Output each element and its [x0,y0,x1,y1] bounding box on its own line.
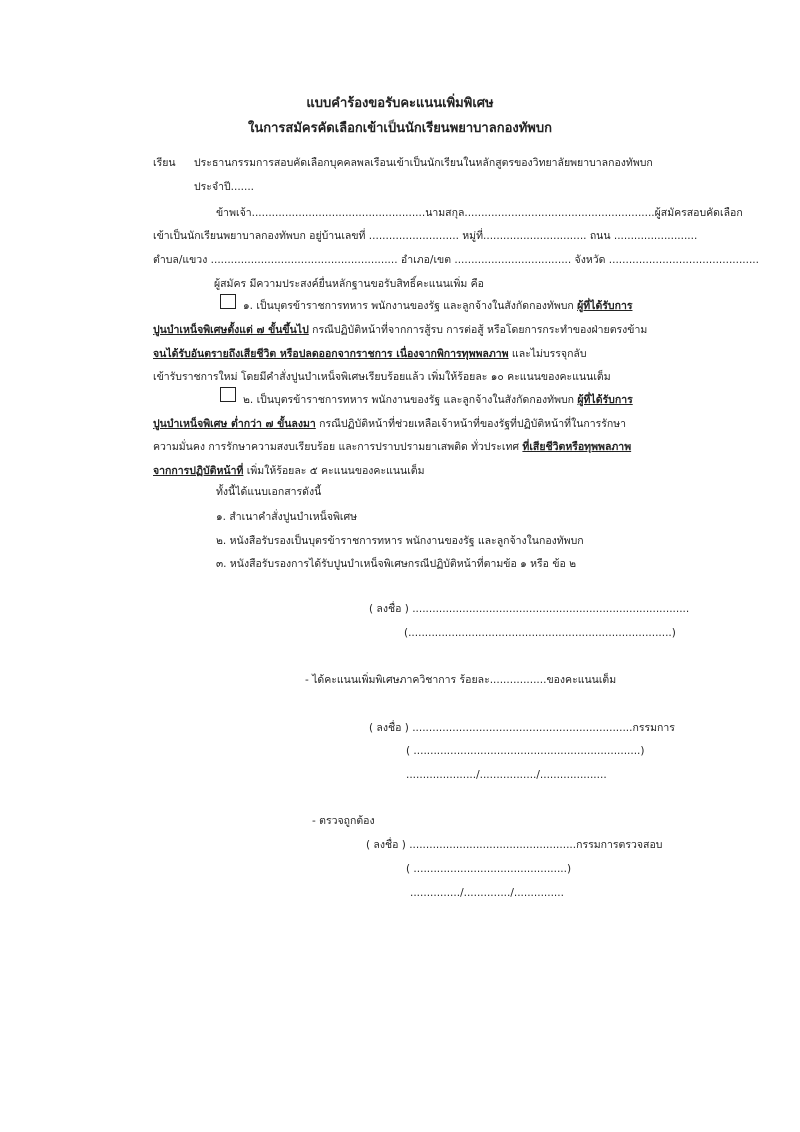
intent-text: ผู้สมัคร มีความประสงค์ยื่นหลักฐานขอรับสิทธิ์คะแนนเพิ่ม คือ [214,278,484,290]
option-1-checkbox[interactable] [220,294,236,309]
verifier-signature-line: ( ลงชื่อ ) ..................................................กรรมการตรวจสอบ [366,839,663,851]
verified-label: - ตรวจถูกต้อง [312,815,375,827]
option-2-checkbox[interactable] [220,387,236,402]
form-title: แบบคำร้องขอรับคะแนนเพิ่มพิเศษ [306,96,494,111]
form-subtitle: ในการสมัครคัดเลือกเข้าเป็นนักเรียนพยาบาลกองทัพบก [248,121,552,136]
option-2-line-2: ปูนบำเหน็จพิเศษ ต่ำกว่า ๗ ขั้นลงมา กรณีปฏิบัติหน้าที่ช่วยเหลือเจ้าหน้าที่ของรัฐที่ปฏิบัติหน้าที่ในการรักษา [153,418,627,430]
committee-name-line: ( ....................................................................) [406,745,645,757]
verifier-date-line: .............../............../............... [410,887,564,899]
committee-date-line: ...................../................./.................... [406,769,607,781]
attachments-intro: ทั้งนี้ได้แนบเอกสารดังนี้ [216,486,322,498]
option-2-line-3: ความมั่นคง การรักษาความสงบเรียบร้อย และการปราบปรามยาเสพติด ทั่วประเทศ ที่เสียชีวิตหรือทุพพลภาพ [153,441,632,453]
name-line: ข้าพเจ้า....................................................นามสกุล.........................................................ผู้สมัครสอบคัดเลือก [216,207,743,219]
option-2-line-1: ๒. เป็นบุตรข้าราชการทหาร พนักงานของรัฐ และลูกจ้างในสังกัดกองทัพบก ผู้ที่ได้รับการ [243,394,633,406]
district-line: ตำบล/แขวง ........................................................ อำเภอ/เขต ................................... จังหวัด ............................................. [153,254,759,266]
attachment-item: ๓. หนังสือรับรองการได้รับปูนบำเหน็จพิเศษกรณีปฏิบัติหน้าที่ตามข้อ ๑ หรือ ข้อ ๒ [216,558,577,570]
option-2-line-4: จากการปฏิบัติหน้าที่ เพิ่มให้ร้อยละ ๕ คะแนนของคะแนนเต็ม [153,465,425,477]
option-1-line-4: เข้ารับราชการใหม่ โดยมีคำสั่งปูนบำเหน็จพิเศษเรียบร้อยแล้ว เพิ่มให้ร้อยละ ๑๐ คะแนนของคะแนนเต็ม [153,371,611,383]
option-1-line-1: ๑. เป็นบุตรข้าราชการทหาร พนักงานของรัฐ และลูกจ้างในสังกัดกองทัพบก ผู้ที่ได้รับการ [243,300,633,312]
option-1-line-3: จนได้รับอันตรายถึงเสียชีวิต หรือปลดออกจากราชการ เนื่องจากพิการทุพพลภาพ และไม่บรรจุกลับ [153,348,587,360]
verifier-name-line: ( ..............................................) [406,863,572,875]
attachment-item: ๒. หนังสือรับรองเป็นบุตรข้าราชการทหาร พนักงานของรัฐ และลูกจ้างในกองทัพบก [216,535,584,547]
attachment-item: ๑. สำเนาคำสั่งปูนบำเหน็จพิเศษ [216,511,358,523]
extra-score-line: - ได้คะแนนเพิ่มพิเศษภาควิชาการ ร้อยละ.................ของคะแนนเต็ม [305,674,617,686]
applicant-name-line: (...............................................................................) [404,627,676,639]
to-label: เรียน [153,157,176,169]
to-text: ประธานกรรมการสอบคัดเลือกบุคคลพลเรือนเข้าเป็นนักเรียนในหลักสูตรของวิทยาลัยพยาบาลกองทัพบก [194,157,653,169]
to-year: ประจำปี....... [194,181,255,193]
address-line: เข้าเป็นนักเรียนพยาบาลกองทัพบก อยู่บ้านเลขที่ ........................... หมู่ที่............................... ถนน ......................... [153,230,698,242]
committee-signature-line: ( ลงชื่อ ) ..................................................................กรรมการ [369,722,675,734]
applicant-signature-line: ( ลงชื่อ ) ................................................................................... [369,603,690,615]
option-1-line-2: ปูนบำเหน็จพิเศษตั้งแต่ ๗ ขั้นขึ้นไป กรณีปฏิบัติหน้าที่จากการสู้รบ การต่อสู้ หรือโดยการกระทำของฝ่ายตรงข้าม [153,324,648,336]
